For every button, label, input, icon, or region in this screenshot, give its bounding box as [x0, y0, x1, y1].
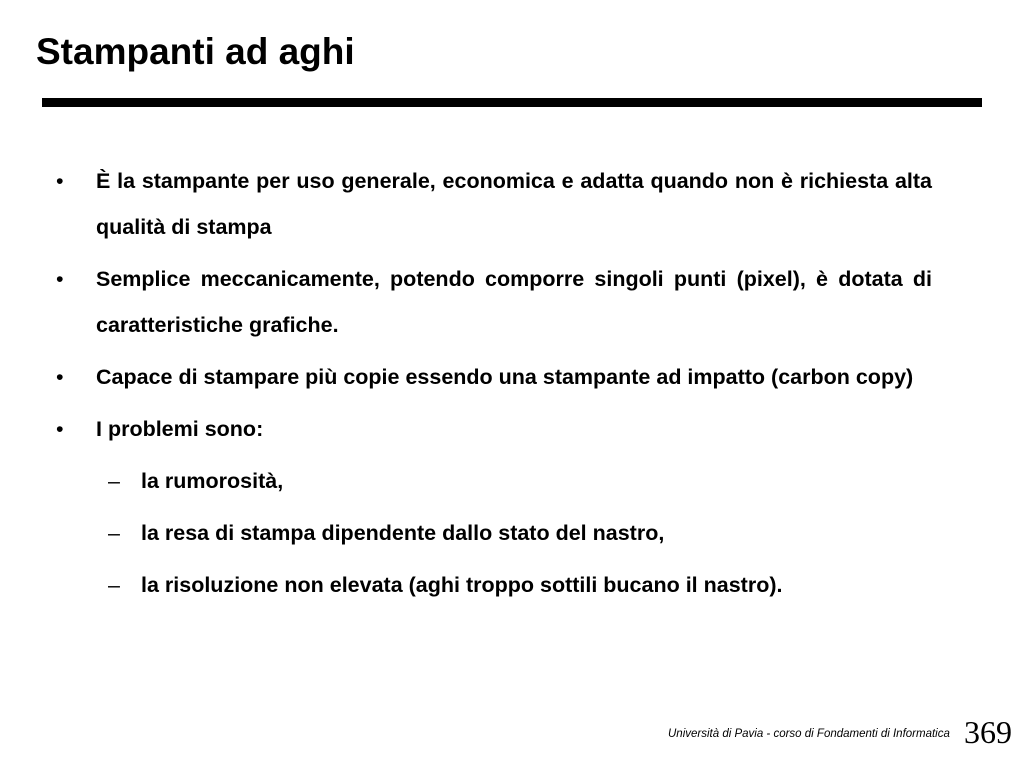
bullet-text: È la stampante per uso generale, economica e adatta quando non è richiesta alta qualità di stampa	[96, 169, 932, 239]
sub-bullet-item	[0, 458, 941, 504]
bullet-marker: •	[56, 169, 64, 193]
sub-bullet-item	[0, 510, 941, 556]
page-number: 369	[964, 714, 1012, 750]
sub-bullet-text: la rumorosità,	[141, 469, 284, 493]
sub-bullet-text: la risoluzione non elevata (aghi troppo sottili bucano il nastro).	[141, 573, 783, 597]
bullet-item	[0, 158, 932, 250]
bullet-marker: •	[56, 365, 64, 389]
bullet-text: Capace di stampare più copie essendo una stampante ad impatto (carbon copy)	[96, 365, 914, 389]
bullet-item	[0, 256, 932, 348]
bullet-marker: •	[56, 417, 64, 441]
sub-bullet-item	[0, 562, 941, 608]
footer-text: Università di Pavia - corso di Fondamenti di Informatica	[668, 728, 950, 740]
bullet-item	[0, 354, 932, 400]
slide-title: Stampanti ad aghi	[36, 31, 355, 72]
sub-bullet-marker: –	[108, 521, 120, 545]
bullet-item	[0, 406, 932, 452]
sub-bullet-marker: –	[108, 469, 120, 493]
bullet-marker: •	[56, 267, 64, 291]
bullet-list	[0, 158, 1024, 614]
title-divider	[42, 98, 982, 107]
sub-bullet-text: la resa di stampa dipendente dallo stato del nastro,	[141, 521, 665, 545]
bullet-text: Semplice meccanicamente, potendo comporre singoli punti (pixel), è dotata di caratteristiche grafiche.	[96, 267, 932, 337]
sub-bullet-marker: –	[108, 573, 120, 597]
bullet-text: I problemi sono:	[96, 417, 264, 441]
